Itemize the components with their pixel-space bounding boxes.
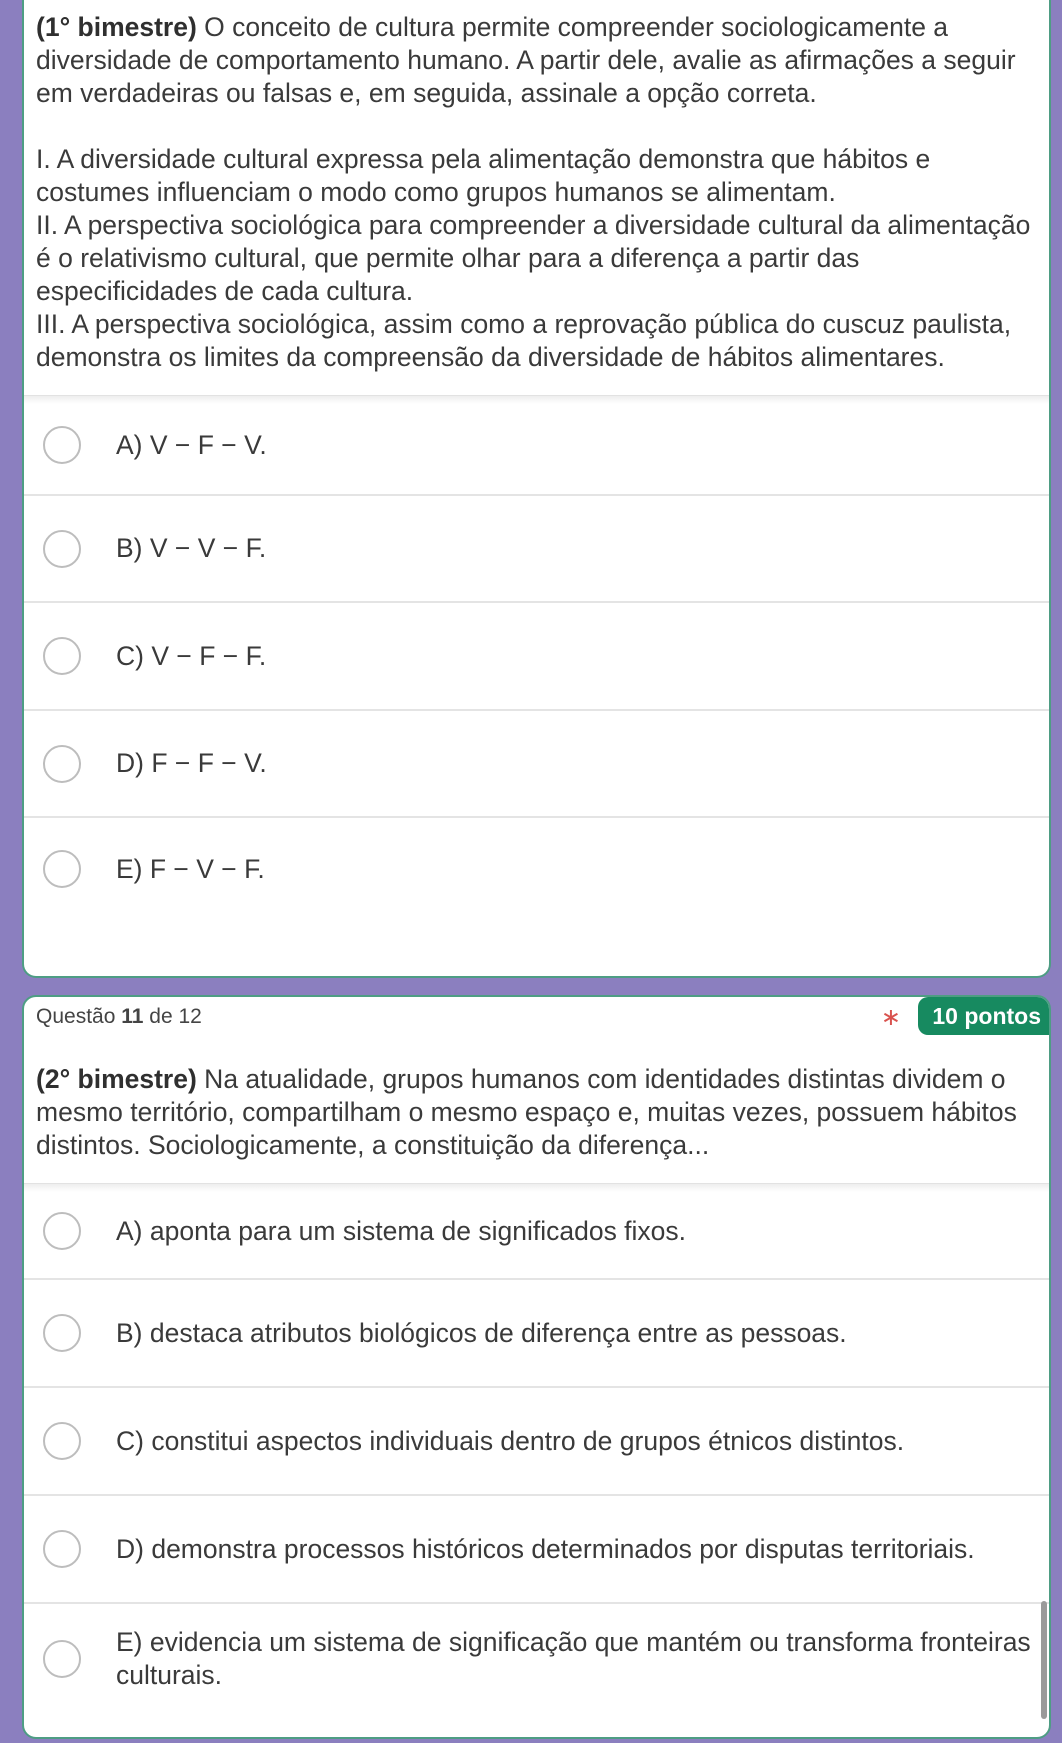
option-c[interactable] bbox=[24, 601, 1049, 709]
statement-2: II. A perspectiva sociológica para compreender a diversidade cultural da alimentação é o relativismo cultural, que permite olhar para a diferença a partir das especificidades de cada cultura. bbox=[36, 210, 1031, 306]
option-a[interactable] bbox=[24, 1184, 1049, 1278]
option-b[interactable] bbox=[24, 494, 1049, 601]
option-d[interactable] bbox=[24, 1494, 1049, 1602]
question-10-stem bbox=[24, 0, 1049, 374]
statement-1: I. A diversidade cultural expressa pela alimentação demonstra que hábitos e costumes influenciam o modo como grupos humanos se alimentam. bbox=[36, 144, 931, 207]
question-10-text: O conceito de cultura permite compreender sociologicamente a diversidade de comportamento humano. A partir dele, avalie as afirmações a seguir em verdadeiras ou falsas e, em seguida, assinale a opção correta. bbox=[36, 12, 1016, 108]
option-d[interactable] bbox=[24, 709, 1049, 816]
question-11-period: (2° bimestre) bbox=[36, 1064, 197, 1094]
question-11-card bbox=[22, 995, 1051, 1739]
option-label: D) demonstra processos históricos determinados por disputas territoriais. bbox=[116, 1533, 975, 1564]
option-b[interactable] bbox=[24, 1278, 1049, 1386]
radio-icon[interactable] bbox=[43, 426, 81, 464]
option-label: C) V − F − F. bbox=[116, 640, 267, 671]
scrollbar[interactable] bbox=[1041, 1601, 1047, 1719]
option-label: B) V − V − F. bbox=[116, 533, 267, 563]
option-label: C) constitui aspectos individuais dentro de grupos étnicos distintos. bbox=[116, 1425, 905, 1456]
option-e[interactable] bbox=[24, 1602, 1049, 1714]
option-e[interactable] bbox=[24, 816, 1049, 920]
radio-icon[interactable] bbox=[43, 1640, 81, 1678]
question-counter: Questão 11 de 12 bbox=[36, 1005, 202, 1028]
radio-icon[interactable] bbox=[43, 1314, 81, 1352]
question-10-options bbox=[24, 396, 1049, 920]
radio-icon[interactable] bbox=[43, 637, 81, 675]
option-label: E) evidencia um sistema de significação que mantém ou transforma fronteiras culturais. bbox=[116, 1627, 1031, 1690]
option-label: A) aponta para um sistema de significados fixos. bbox=[116, 1215, 687, 1246]
radio-icon[interactable] bbox=[43, 1422, 81, 1460]
option-label: D) F − F − V. bbox=[116, 748, 267, 778]
question-11-options bbox=[24, 1184, 1049, 1714]
points-badge: 10 pontos bbox=[918, 997, 1051, 1035]
radio-icon[interactable] bbox=[43, 530, 81, 568]
question-header bbox=[24, 997, 1049, 1037]
statement-3: III. A perspectiva sociológica, assim como a reprovação pública do cuscuz paulista, demonstra os limites da compreensão da diversidade de hábitos alimentares. bbox=[36, 309, 1012, 372]
radio-icon[interactable] bbox=[43, 1212, 81, 1250]
option-a[interactable] bbox=[24, 396, 1049, 494]
option-c[interactable] bbox=[24, 1386, 1049, 1494]
question-10-card bbox=[22, 0, 1051, 978]
option-label: E) F − V − F. bbox=[116, 853, 265, 884]
question-10-period: (1° bimestre) bbox=[36, 12, 197, 42]
option-label: B) destaca atributos biológicos de diferença entre as pessoas. bbox=[116, 1317, 847, 1348]
question-11-text: Na atualidade, grupos humanos com identidades distintas dividem o mesmo território, compartilham o mesmo espaço e, muitas vezes, possuem hábitos distintos. Sociologicamente, a constituição da diferença... bbox=[36, 1064, 1017, 1160]
option-label: A) V − F − V. bbox=[116, 429, 267, 460]
radio-icon[interactable] bbox=[43, 850, 81, 888]
question-11-stem bbox=[24, 1037, 1049, 1162]
radio-icon[interactable] bbox=[43, 745, 81, 783]
required-asterisk-icon: ∗ bbox=[880, 1004, 901, 1031]
radio-icon[interactable] bbox=[43, 1530, 81, 1568]
